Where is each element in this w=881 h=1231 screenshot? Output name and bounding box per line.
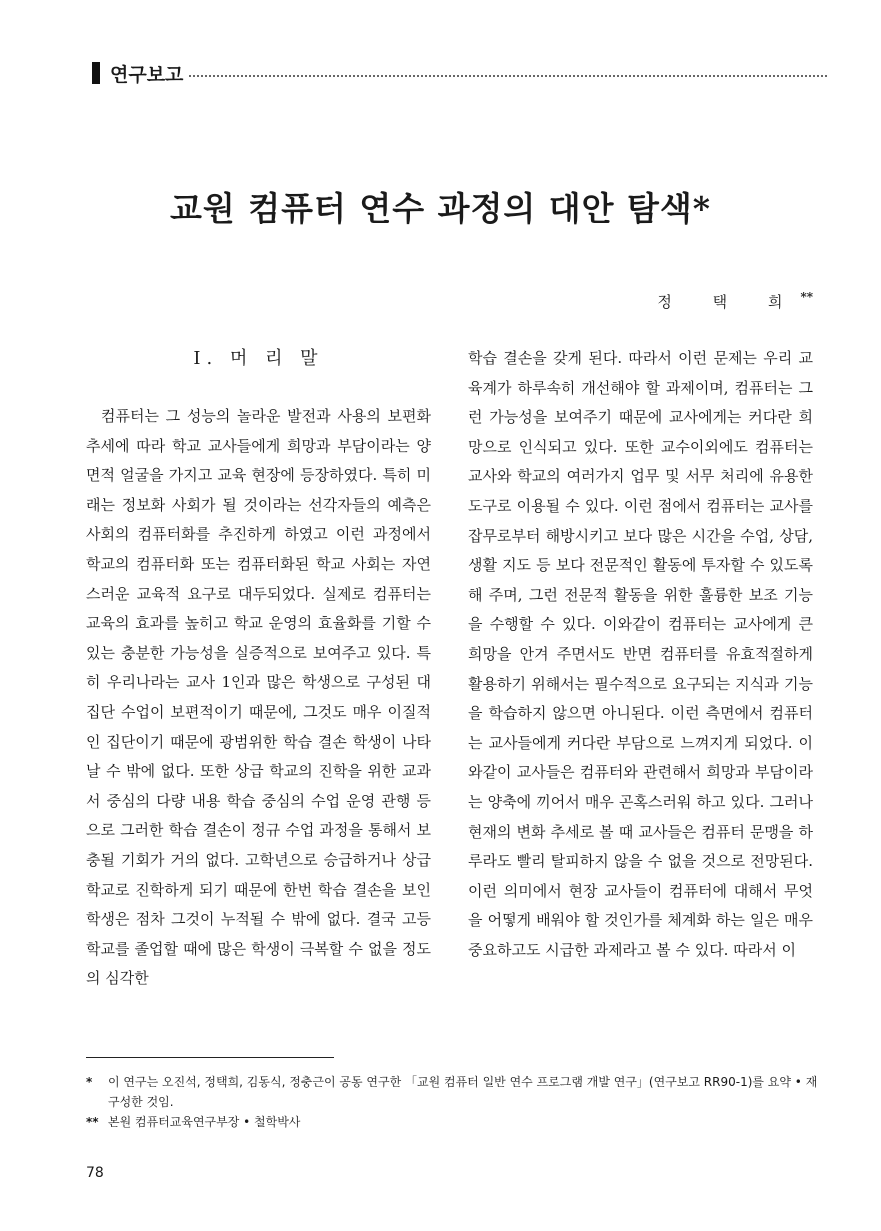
author-line (657, 290, 813, 312)
footnote-text: 본원 컴퓨터교육연구부장 • 철학박사 (108, 1115, 301, 1129)
footnote-item (86, 1072, 821, 1112)
footnote-rule (86, 1057, 334, 1058)
header-bar-mark (92, 62, 100, 84)
section-heading: I. 머 리 말 (193, 348, 324, 369)
header-dotted-rule (189, 75, 827, 77)
section-label: 연구보고 (110, 63, 184, 86)
left-paragraph: 컴퓨터는 그 성능의 놀라운 발전과 사용의 보편화 추세에 따라 학교 교사들에게 희망과 부담이라는 양면적 얼굴을 가지고 교육 현장에 등장하였다. 특히 미래는 정보화 사회가 될 것이라는 선각자들의 예측은 사회의 컴퓨터화를 추진하게 하였고 이런 과정에서 학교의 컴퓨터화 또는 컴퓨터화된 학교 사회는 자연스러운 교육적 요구로 대두되었다. 실제로 컴퓨터는 교육의 효과를 높히고 학교 운영의 효율화를 기할 수 있는 충분한 가능성을 실증적으로 보여주고 있다. 특히 우리나라는 교사 1인과 많은 학생으로 구성된 대집단 수업이 보편적이기 때문에, 그것도 매우 이질적인 집단이기 때문에 광범위한 학습 결손 학생이 나타날 수 밖에 없다. 또한 상급 학교의 진학을 위한 교과서 중심의 다량 내용 학습 중심의 수업 운영 관행 등으로 그러한 학습 결손이 정규 수업 과정을 통해서 보충될 기회가 거의 없다. 고학년으로 승급하거나 상급 학교로 진학하게 되기 때문에 한번 학습 결손을 보인 학생은 점차 그것이 누적될 수 밖에 없다. 결국 고등학교를 졸업할 때에 많은 학생이 극복할 수 없을 정도의 심각한 (86, 407, 431, 988)
right-paragraph: 학습 결손을 갖게 된다. 따라서 이런 문제는 우리 교육계가 하루속히 개선해야 할 과제이며, 컴퓨터는 그런 가능성을 보여주기 때문에 교사에게는 커다란 희망으로 인식되고 있다. 또한 교수이외에도 컴퓨터는 교사와 학교의 여러가지 업무 및 서무 처리에 유용한 도구로 이용될 수 있다. 이런 점에서 컴퓨터는 교사를 잡무로부터 해방시키고 보다 많은 시간을 수업, 상담, 생활 지도 등 보다 전문적인 활동에 투자할 수 있도록 해 주며, 그런 전문적 활동을 위한 훌륭한 보조 기능을 수행할 수 있다. 이와같이 컴퓨터는 교사에게 큰 희망을 안겨 주면서도 반면 컴퓨터를 유효적절하게 활용하기 위해서는 필수적으로 요구되는 지식과 기능을 학습하지 않으면 아니된다. 이런 측면에서 컴퓨터는 교사들에게 커다란 부담으로 느껴지게 되었다. 이와같이 교사들은 컴퓨터와 관련해서 희망과 부담이라는 양축에 끼어서 매우 곤혹스러워 하고 있다. 그러나 현재의 변화 추세로 볼 때 교사들은 컴퓨터 문맹을 하루라도 빨리 탈피하지 않을 수 없을 것으로 전망된다. 이런 의미에서 현장 교사들이 컴퓨터에 대해서 무엇을 어떻게 배워야 할 것인가를 체계화 하는 일은 매우 중요하고도 시급한 과제라고 볼 수 있다. 따라서 이 (468, 349, 813, 959)
article-title: 교원 컴퓨터 연수 과정의 대안 탐색* (170, 189, 711, 228)
left-column (86, 344, 431, 994)
right-column (468, 344, 813, 965)
author-name: 정 택 희 (657, 293, 801, 311)
footnote-text: 이 연구는 오진석, 정택희, 김동식, 정충근이 공동 연구한 「교원 컴퓨터 일반 연수 프로그램 개발 연구」(연구보고 RR90-1)를 요약 • 재구성한 것임. (108, 1075, 818, 1109)
author-footnote-mark: ** (800, 290, 813, 304)
page-number: 78 (86, 1165, 104, 1181)
footnote-mark: * (86, 1075, 93, 1089)
footnote-mark: ** (86, 1115, 99, 1129)
running-header (92, 58, 827, 88)
footnote-item (86, 1112, 821, 1132)
footnotes (86, 1072, 821, 1132)
